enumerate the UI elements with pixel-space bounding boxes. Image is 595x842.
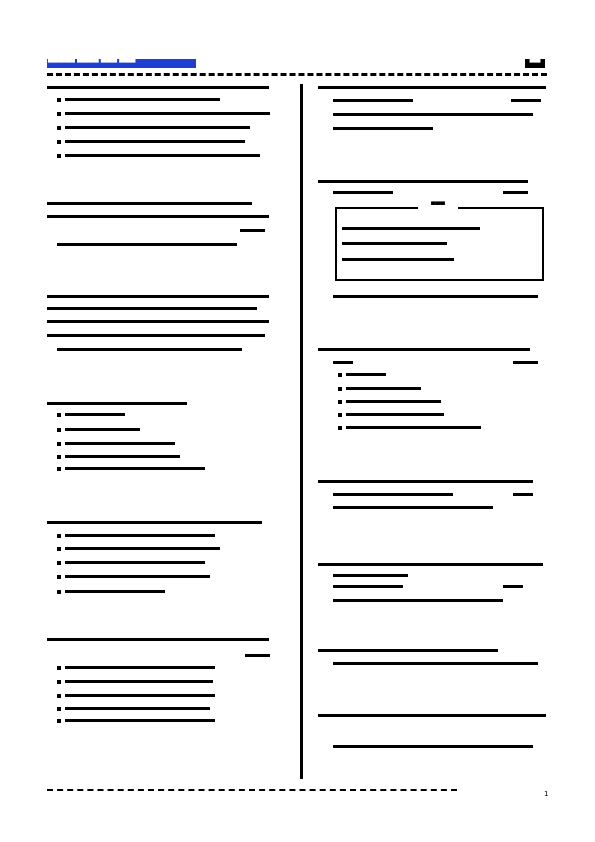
header-tag: ▀▀ — [525, 59, 545, 68]
square-bullet-icon — [57, 719, 61, 723]
question-stem — [47, 293, 272, 301]
page-number: 1 — [544, 790, 549, 798]
question-stem — [318, 647, 503, 655]
answer-option — [57, 588, 177, 596]
answer-option — [57, 453, 187, 461]
answer-option — [57, 573, 217, 581]
footer-rule — [47, 789, 457, 791]
question-stem — [47, 332, 272, 340]
question-stem — [47, 200, 267, 208]
square-bullet-icon — [57, 694, 61, 698]
info-box-line — [342, 256, 462, 264]
info-box-title: ▀▀▀ — [418, 202, 458, 210]
question-stem — [47, 636, 272, 644]
question-stem — [47, 305, 272, 313]
answer-option — [338, 385, 428, 393]
info-box-line — [342, 225, 482, 233]
question-stem — [318, 561, 546, 569]
answer-option — [57, 426, 157, 434]
square-bullet-icon — [57, 154, 61, 158]
answer-option — [57, 440, 187, 448]
column-divider — [300, 84, 303, 779]
answer-options-row — [333, 293, 543, 301]
square-bullet-icon — [338, 426, 342, 430]
answer-options-row — [57, 241, 247, 249]
header-rule — [47, 73, 547, 76]
answer-option — [338, 411, 448, 419]
question-stem — [240, 227, 270, 235]
answer-option — [57, 664, 227, 672]
answer-option — [338, 424, 488, 432]
answer-options-row — [333, 125, 443, 133]
question-stem — [333, 583, 533, 591]
header-title: ▀▀▀▀▀ ▀▀▀▀ ▀▀▀ ▀▀▀ — [47, 59, 196, 68]
question-stem — [47, 84, 272, 92]
answer-option — [338, 371, 418, 379]
question-stem — [333, 359, 543, 367]
question-stem — [333, 491, 543, 499]
answer-options-row — [333, 597, 513, 605]
square-bullet-icon — [57, 534, 61, 538]
square-bullet-icon — [57, 413, 61, 417]
answer-option — [57, 110, 277, 118]
square-bullet-icon — [57, 428, 61, 432]
question-stem — [245, 652, 275, 660]
answer-option — [57, 96, 237, 104]
answer-option — [57, 678, 227, 686]
answer-options-row — [57, 346, 247, 354]
square-bullet-icon — [338, 387, 342, 391]
square-bullet-icon — [57, 547, 61, 551]
answer-option — [57, 532, 227, 540]
question-stem — [318, 478, 538, 486]
square-bullet-icon — [338, 413, 342, 417]
answer-option — [57, 138, 257, 146]
answer-option — [57, 692, 227, 700]
square-bullet-icon — [338, 373, 342, 377]
answer-options-row — [333, 111, 548, 119]
square-bullet-icon — [57, 126, 61, 130]
answer-options-row — [333, 660, 543, 668]
question-stem — [333, 97, 548, 105]
square-bullet-icon — [57, 666, 61, 670]
question-stem — [318, 84, 548, 92]
question-stem — [318, 712, 548, 720]
square-bullet-icon — [57, 561, 61, 565]
square-bullet-icon — [57, 590, 61, 594]
square-bullet-icon — [57, 455, 61, 459]
answer-option — [57, 559, 217, 567]
question-stem — [333, 572, 413, 580]
square-bullet-icon — [57, 575, 61, 579]
question-stem — [47, 213, 272, 221]
question-stem — [318, 346, 533, 354]
question-stem — [47, 400, 197, 408]
square-bullet-icon — [57, 467, 61, 471]
square-bullet-icon — [57, 98, 61, 102]
answer-option — [57, 705, 227, 713]
answer-option — [57, 717, 227, 725]
question-stem — [333, 189, 533, 197]
square-bullet-icon — [57, 442, 61, 446]
square-bullet-icon — [57, 140, 61, 144]
info-box-line — [342, 240, 452, 248]
square-bullet-icon — [57, 112, 61, 116]
answer-option — [57, 124, 257, 132]
answer-option — [57, 465, 217, 473]
square-bullet-icon — [57, 680, 61, 684]
question-stem — [47, 318, 272, 326]
square-bullet-icon — [338, 400, 342, 404]
answer-options-row — [333, 504, 503, 512]
square-bullet-icon — [57, 707, 61, 711]
question-stem — [318, 178, 533, 186]
answer-options-row — [333, 743, 543, 751]
answer-option — [57, 545, 227, 553]
question-stem — [47, 519, 272, 527]
answer-option — [57, 152, 267, 160]
answer-option — [338, 398, 448, 406]
answer-option — [57, 411, 137, 419]
